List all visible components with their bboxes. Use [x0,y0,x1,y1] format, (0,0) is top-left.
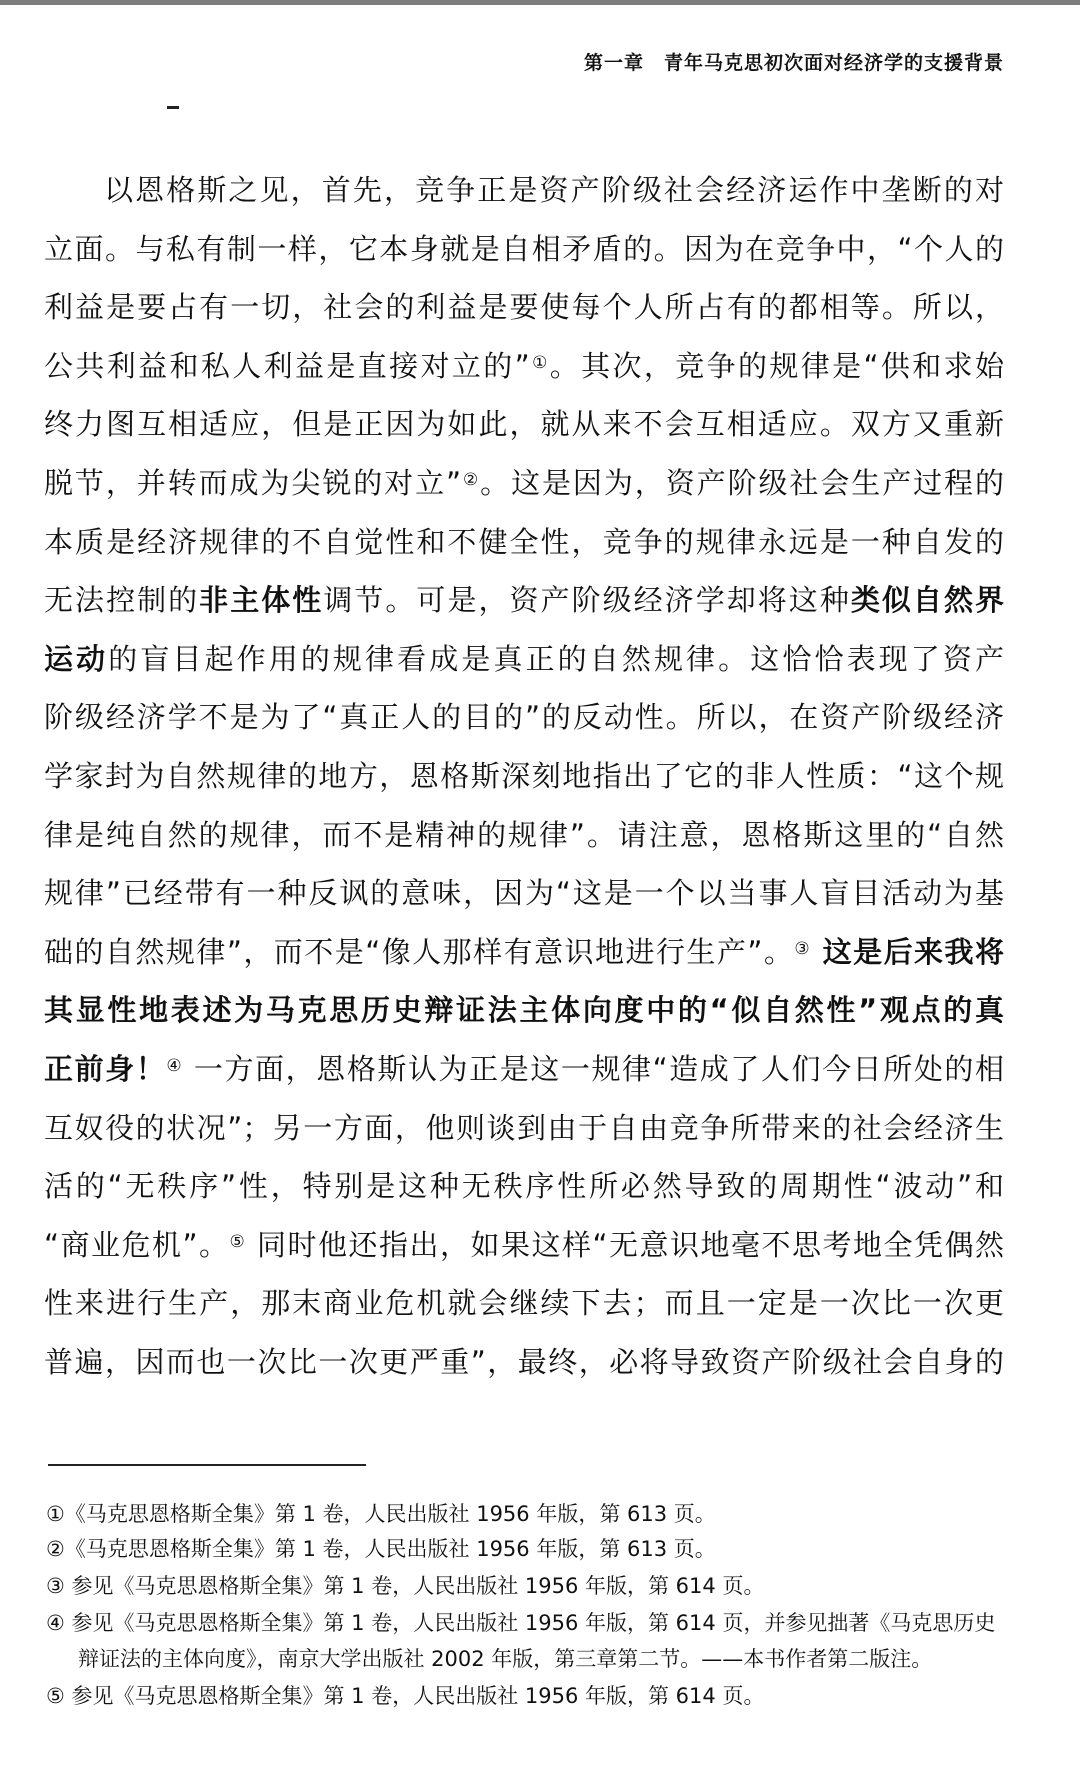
footnote: ④ 参见《马克思恩格斯全集》第 1 卷，人民出版社 1956 年版，第 614 页，并参见拙著《马克思历史 [46,1611,996,1635]
bold-text: 其显性地表述为马克思历史辩证法主体向度中的“似自然性”观点的真 [44,993,1004,1028]
text-line [44,817,1004,853]
text-line [44,934,1004,970]
text-run: 同时他还指出，如果这样“无意识地毫不思考地全凭偶然 [246,1227,1004,1262]
text-line [44,1344,1004,1380]
scan-top-border [0,0,1080,5]
text-line [44,1227,1004,1263]
footnote-ref[interactable]: ③ [794,938,812,959]
text-run: 立面。与私有制一样，它本身就是自相矛盾的。因为在竞争中，“个人的 [44,231,1004,266]
text-run: 律是纯自然的规律，而不是精神的规律”。请注意，恩格斯这里的“自然 [44,817,1004,852]
footnote: ⑤ 参见《马克思恩格斯全集》第 1 卷，人民出版社 1956 年版，第 614 页。 [46,1684,765,1708]
text-run: 普遍，因而也一次比一次更严重”，最终，必将导致资产阶级社会自身的 [44,1345,1004,1379]
text-line [44,875,1004,911]
text-line [44,699,1004,735]
text-line [44,758,1004,794]
text-run: 脱节，并转而成为尖锐的对立” [44,466,462,500]
running-header: 第一章 青年马克思初次面对经济学的支援背景 [583,52,1004,74]
text-line [44,1168,1004,1204]
footnote: ①《马克思恩格斯全集》第 1 卷，人民出版社 1956 年版，第 613 页。 [46,1502,716,1526]
text-run: 性来进行生产，那末商业危机就会继续下去；而且一定是一次比一次更 [44,1286,1004,1321]
text-run: 活的“无秩序”性，特别是这种无秩序性所必然导致的周期性“波动”和 [44,1169,1004,1204]
scan-mark [167,106,179,109]
text-run: 的盲目起作用的规律看成是真正的自然规律。这恰恰表现了资产 [108,641,1004,676]
text-line [44,406,1004,442]
footnote-ref[interactable]: ⑤ [229,1231,247,1252]
text-run: 规律”已经带有一种反讽的意味，因为“这是一个以当事人盲目活动为基 [44,876,1004,911]
footnote: ②《马克思恩格斯全集》第 1 卷，人民出版社 1956 年版，第 613 页。 [46,1537,716,1561]
text-line [104,172,1004,208]
text-line [44,1285,1004,1321]
text-line [44,582,1004,618]
text-line [44,524,1004,560]
footnote: ③ 参见《马克思恩格斯全集》第 1 卷，人民出版社 1956 年版，第 614 页。 [46,1574,765,1598]
bold-text: 类似自然界 [850,583,1004,618]
text-line [44,992,1004,1028]
text-run: 阶级经济学不是为了“真正人的目的”的反动性。所以，在资产阶级经济 [44,700,1004,735]
text-run: 终力图互相适应，但是正因为如此，就从来不会互相适应。双方又重新 [44,407,1004,442]
text-run: 调节。可是，资产阶级经济学却将这种 [323,583,851,618]
text-line [44,231,1004,267]
text-run: 学家封为自然规律的地方，恩格斯深刻地指出了它的非人性质：“这个规 [44,759,1004,793]
text-line [44,1051,1004,1087]
text-run: 以恩格斯之见，首先，竞争正是资产阶级社会经济运作中垄断的对 [104,173,1004,207]
bold-text: 这是后来我将 [811,934,1004,969]
footnote-ref[interactable]: ① [529,352,550,373]
footnote: 辩证法的主体向度》，南京大学出版社 2002 年版，第三章第二节。——本书作者第二版注。 [78,1647,933,1671]
bold-text: 非主体性 [199,583,324,618]
bold-text: 正前身！ [44,1052,167,1086]
footnote-rule [48,1464,366,1466]
text-run: 础的自然规律”，而不是“像人那样有意识地进行生产”。 [44,934,795,969]
text-line [44,465,1004,501]
bold-text: 运动 [44,641,109,676]
text-run: 利益是要占有一切，社会的利益是要使每个人所占有的都相等。所以， [44,290,1004,325]
text-run: 。这是因为，资产阶级社会生产过程的 [480,466,1004,500]
text-run: 。其次，竞争的规律是“供和求始 [549,348,1004,383]
text-line [44,641,1004,677]
text-line [44,1110,1004,1146]
text-line [44,289,1004,325]
text-run: 互奴役的状况”；另一方面，他则谈到由于自由竞争所带来的社会经济生 [44,1110,1004,1145]
text-run: 无法控制的 [44,583,200,618]
text-line [44,348,1004,384]
text-run: 一方面，恩格斯认为正是这一规律“造成了人们今日所处的相 [183,1052,1004,1086]
text-run: 本质是经济规律的不自觉性和不健全性，竞争的规律永远是一种自发的 [44,524,1004,559]
footnote-ref[interactable]: ④ [166,1056,184,1076]
text-run: 公共利益和私人利益是直接对立的” [44,348,530,383]
footnote-ref[interactable]: ② [461,470,481,490]
text-run: “商业危机”。 [44,1227,230,1262]
